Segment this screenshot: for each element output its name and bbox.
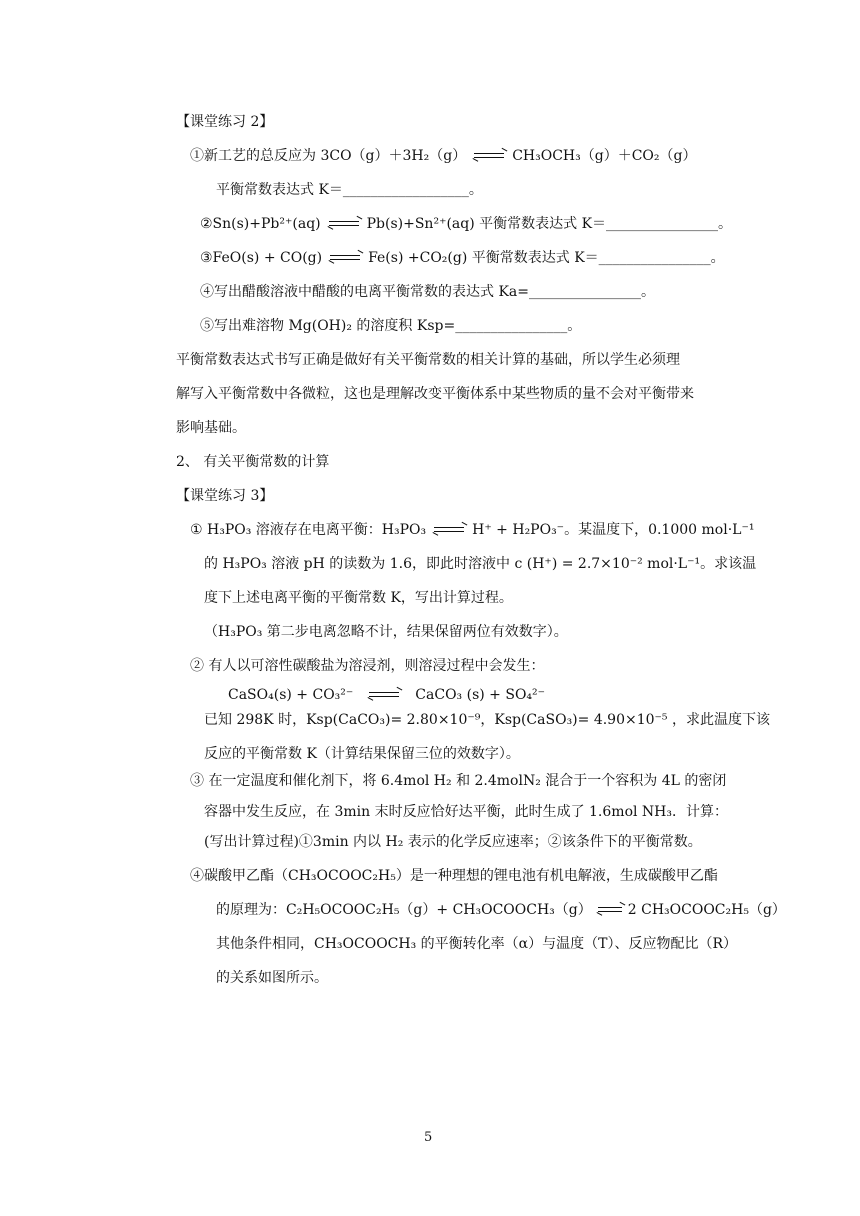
exercise-2-2-products: Pb(s)+Sn²⁺(aq) 平衡常数表达式 K＝________________。 <box>366 216 733 232</box>
exercise-3-1-line-1 <box>190 520 754 540</box>
paragraph-line-1: 平衡常数表达式书写正确是做好有关平衡常数的相关计算的基础，所以学生必须理 <box>176 352 680 368</box>
exercise-3-2-products: CaCO₃ (s) + SO₄²⁻ <box>415 687 546 703</box>
paragraph-line-2: 解写入平衡常数中各微粒，这也是理解改变平衡体系中某些物质的量不会对平衡带来 <box>176 386 694 402</box>
exercise-3-3-line-2: 容器中发生反应，在 3min 末时反应恰好达平衡，此时生成了 1.6mol NH₃．计算： <box>204 804 728 820</box>
exercise-2-2 <box>200 214 732 234</box>
section-heading-2: 2、 有关平衡常数的计算 <box>176 454 330 470</box>
exercise-3-2-line-1: ② 有人以可溶性碳酸盐为溶浸剂，则溶浸过程中会发生： <box>190 658 545 674</box>
exercise-3-3-line-1: ③ 在一定温度和催化剂下，将 6.4mol H₂ 和 2.4molN₂ 混合于一个容积为 4L 的密闭 <box>190 773 727 789</box>
page-number: 5 <box>424 1130 433 1145</box>
exercise-3-1-products: H⁺ + H₂PO₃⁻。某温度下，0.1000 mol·L⁻¹ <box>472 522 755 538</box>
exercise-3-4-line-3: 其他条件相同，CH₃OCOOCH₃ 的平衡转化率（α）与温度（T）、反应物配比（R） <box>216 936 737 952</box>
exercise-3-1-note: （H₃PO₃ 第二步电离忽略不计，结果保留两位有效数字）。 <box>204 624 568 640</box>
equilibrium-arrow-icon <box>328 253 362 263</box>
exercise-2-3-reactants: ③FeO(s) + CO(g) <box>200 250 323 266</box>
exercise-3-4-line-4: 的关系如图所示。 <box>216 970 328 986</box>
exercise-2-1-products: CH₃OCH₃（g）＋CO₂（g） <box>512 148 697 164</box>
exercise-3-1-reactant: ① H₃PO₃ 溶液存在电离平衡：H₃PO₃ <box>190 522 427 538</box>
exercise-3-2-line-4: 反应的平衡常数 K（计算结果保留三位的效数字）。 <box>204 746 520 762</box>
exercise-3-4-line-1: ④碳酸甲乙酯（CH₃OCOOC₂H₅）是一种理想的锂电池有机电解液，生成碳酸甲乙酯 <box>190 868 718 884</box>
exercise-2-2-reactants: ②Sn(s)+Pb²⁺(aq) <box>200 216 321 232</box>
exercise-2-1-expression: 平衡常数表达式 K＝__________________。 <box>216 182 483 198</box>
equilibrium-arrow-icon <box>327 219 361 229</box>
practice-3-title: 【课堂练习 3】 <box>176 488 274 504</box>
exercise-2-1-reactants: ①新工艺的总反应为 3CO（g）＋3H₂（g） <box>190 148 467 164</box>
exercise-3-4-products: 2 CH₃OCOOC₂H₅（g） <box>627 902 786 918</box>
exercise-3-4-line-2 <box>216 900 786 920</box>
equilibrium-arrow-icon <box>367 690 401 700</box>
exercise-3-2-equation <box>228 685 545 705</box>
exercise-3-2-reactants: CaSO₄(s) + CO₃²⁻ <box>228 687 354 703</box>
exercise-3-4-reactants: 的原理为：C₂H₅OCOOC₂H₅（g）+ CH₃OCOOCH₃（g） <box>216 902 592 918</box>
exercise-2-4: ④写出醋酸溶液中醋酸的电离平衡常数的表达式 Ka=________________。 <box>200 284 655 300</box>
equilibrium-arrow-icon <box>432 525 466 535</box>
exercise-3-2-line-3: 已知 298K 时，Ksp(CaCO₃)= 2.80×10⁻⁹，Ksp(CaSO₃)= 4.90×10⁻⁵ ，求此温度下该 <box>204 712 770 728</box>
equilibrium-arrow-icon <box>472 151 506 161</box>
equilibrium-arrow-icon <box>596 905 624 915</box>
exercise-2-3-products: Fe(s) +CO₂(g) 平衡常数表达式 K＝________________。 <box>368 250 725 266</box>
practice-2-title: 【课堂练习 2】 <box>176 114 274 130</box>
exercise-3-1-line-3: 度下上述电离平衡的平衡常数 K，写出计算过程。 <box>204 590 513 606</box>
exercise-3-1-line-2: 的 H₃PO₃ 溶液 pH 的读数为 1.6，即此时溶液中 c (H⁺) = 2.7×10⁻² mol·L⁻¹。求该温 <box>204 556 757 572</box>
exercise-2-5: ⑤写出难溶物 Mg(OH)₂ 的溶度积 Ksp=________________。 <box>200 318 582 334</box>
exercise-2-1 <box>190 146 696 166</box>
paragraph-line-3: 影响基础。 <box>176 420 246 436</box>
exercise-3-3-line-3: (写出计算过程)①3min 内以 H₂ 表示的化学反应速率；②该条件下的平衡常数。 <box>204 834 702 850</box>
exercise-2-3 <box>200 248 725 268</box>
